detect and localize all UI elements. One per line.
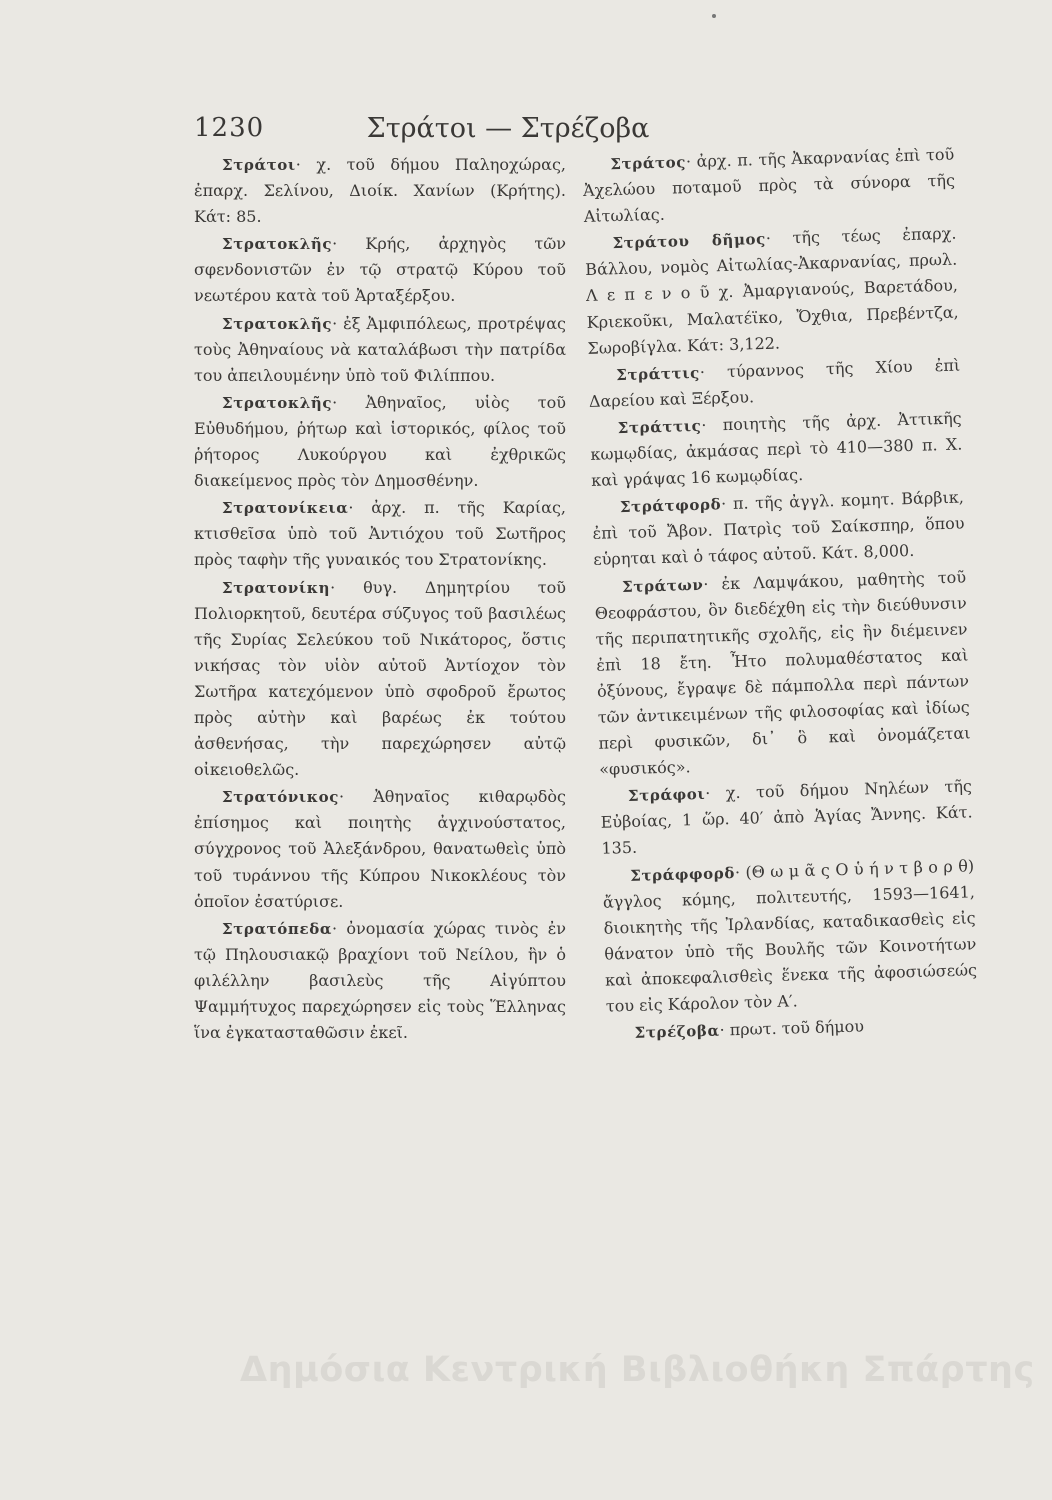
entry: Στράττις· ποιητὴς τῆς ἀρχ. Ἀττικῆς κωμῳδίας, ἀκμάσας περὶ τὸ 410—380 π. Χ. καὶ γράψας 16 κωμῳδίας. <box>590 408 963 490</box>
entry-text: ὀνομασία χώρας τινὸς ἐν τῷ Πηλουσιακῷ βραχίονι τοῦ Νείλου, ἣν ὁ φιλέλλην βασιλεὺς τῆς Αἰγύπτου Ψαμμήτυχος παρεχώρησεν εἰς τοὺς Ἕλληνας ἵνα ἐγκατασταθῶσιν ἐκεῖ. <box>194 918 567 1043</box>
entry: Στράτων· ἐκ Λαμψάκου, μαθητὴς τοῦ Θεοφράστου, ὃν διεδέχθη εἰς τὴν διεύθυνσιν τῆς περιπατητικῆς σχολῆς, εἰς ἣν διέμεινεν ἐπὶ 18 ἔτη. Ἦτο πολυμαθέστατος καὶ ὀξύνους, ἔγραψε δὲ πάμπολλα περὶ πάντων τῶν ἀντικειμένων τῆς φιλοσοφίας καὶ ἰδίως περὶ φυσικῶν, δι᾽ ὃ καὶ ὀνομάζεται «φυσικός». <box>594 566 971 779</box>
entry: Στράτοι· χ. τοῦ δήμου Παληοχώρας, ἐπαρχ. Σελίνου, Διοίκ. Χανίων (Κρήτης). Κάτ: 85. <box>194 155 567 227</box>
entry: Στρατοκλῆς· ἐξ Ἀμφιπόλεως, προτρέψας τοὺς Ἀθηναίους νὰ καταλάβωσι τὴν πατρίδα του ἀπειλουμένην ὑπὸ τοῦ Φιλίππου. <box>194 313 566 385</box>
entry-text: π. τῆς ἀγγλ. κομητ. Βάρβικ, ἐπὶ τοῦ Ἄβον. Πατρὶς τοῦ Σαίκσπηρ, ὅπου εὑρηται καὶ ὁ τάφος αὐτοῦ. Κάτ. 8,000. <box>592 487 965 570</box>
entry-text: χ. τοῦ δήμου Παληοχώρας, ἐπαρχ. Σελίνου, Διοίκ. Χανίων (Κρήτης). Κάτ: 85. <box>194 155 567 227</box>
entry-text: Κρής, ἀρχηγὸς τῶν σφενδονιστῶν ἐν τῷ στρατῷ Κύρου τοῦ νεωτέρου κατὰ τοῦ Ἀρταξέρξου. <box>194 234 567 306</box>
entry-text: ἐκ Λαμψάκου, μαθητὴς τοῦ Θεοφράστου, ὃν διεδέχθη εἰς τὴν διεύθυνσιν τῆς περιπατητικῆς σχολῆς, εἰς ἣν διέμεινεν ἐπὶ 18 ἔτη. Ἦτο πολυμαθέστατος καὶ ὀξύνους, ἔγραψε δὲ πάμπολλα περὶ πάντων τῶν ἀντικειμένων τῆς φιλοσοφίας καὶ ἰδίως περὶ φυσικῶν, δι᾽ ὃ καὶ ὀνομάζεται «φυσικός». <box>594 566 971 779</box>
entry-text: (Θ ω μ ᾶ ς Ο ὑ ή ν τ β ο ρ θ) ἄγγλος κόμης, πολιτευτής, 1593—1641, διοικητὴς τῆς Ἰρλανδίας, καταδικασθεὶς εἰς θάνατον ὑπὸ τῆς Βουλῆς τῶν Κοινοτήτων καὶ ἀποκεφαλισθεὶς ἕνεκα τῆς ἀφοσιώσεώς του εἰς Κάρολον τὸν Α′. <box>602 855 978 1016</box>
left-column <box>194 152 566 1046</box>
entry-lemma: Στράτφορδ <box>619 495 722 517</box>
entry-lemma: Στράτοι <box>222 156 296 174</box>
entry-lemma: Στρατοκλῆς <box>222 314 333 333</box>
entry-text: τύραννος τῆς Χίου ἐπὶ Δαρείου καὶ Ξέρξου. <box>588 355 961 411</box>
entry: Στράτου δῆμος· τῆς τέως ἐπαρχ. Βάλλου, νομὸς Αἰτωλίας-Ἀκαρνανίας, πρωλ. Λ ε π ε ν ο ῦ χ. Ἀμαργιανούς, Βαρετάδου, Κριεκοῦκι, Μαλατέϊκο, Ὄχθια, Πρεβέντζα, Σωροβίγλα. Κάτ: 3,122. <box>585 223 959 358</box>
ink-spot <box>712 14 716 18</box>
library-watermark: Δημόσια Κεντρική Βιβλιοθήκη Σπάρτης <box>240 1350 1035 1390</box>
entry: Στρατόπεδα· ὀνομασία χώρας τινὸς ἐν τῷ Πηλουσιακῷ βραχίονι τοῦ Νείλου, ἣν ὁ φιλέλλην βασιλεὺς τῆς Αἰγύπτου Ψαμμήτυχος παρεχώρησεν εἰς τοὺς Ἕλληνας ἵνα ἐγκατασταθῶσιν ἐκεῖ. <box>194 918 567 1043</box>
entry-text: Ἀθηναῖος κιθαρῳδὸς ἐπίσημος καὶ ποιητὴς ἀγχινούστατος, σύγχρονος τοῦ Ἀλεξάνδρου, θανατωθεὶς ὑπὸ τοῦ τυράννου τῆς Κύπρου Νικοκλέους τὸν ὁποῖον ἐσατύρισε. <box>194 787 566 911</box>
entry-lemma: Στρατόπεδα <box>222 919 332 938</box>
entry: Στράφφορδ· (Θ ω μ ᾶ ς Ο ὑ ή ν τ β ο ρ θ) ἄγγλος κόμης, πολιτευτής, 1593—1641, διοικητὴς τῆς Ἰρλανδίας, καταδικασθεὶς εἰς θάνατον ὑπὸ τῆς Βουλῆς τῶν Κοινοτήτων καὶ ἀποκεφαλισθεὶς ἕνεκα τῆς ἀφοσιώσεώς του εἰς Κάρολον τὸν Α′. <box>602 855 978 1016</box>
entry: Στρατοκλῆς· Ἀθηναῖος, υἱὸς τοῦ Εὐθυδήμου, ῥήτωρ καὶ ἱστορικός, φίλος τοῦ ῥήτορος Λυκούργου καὶ ἐχθρικῶς διακείμενος πρὸς τὸν Δημοσθένην. <box>194 392 566 491</box>
entry-lemma: Στράτος <box>610 153 687 174</box>
entry-text: τῆς τέως ἐπαρχ. Βάλλου, νομὸς Αἰτωλίας-Ἀκαρνανίας, πρωλ. Λ ε π ε ν ο ῦ χ. Ἀμαργιανούς, Βαρετάδου, Κριεκοῦκι, Μαλατέϊκο, Ὄχθια, Πρεβέντζα, Σωροβίγλα. Κάτ: 3,122. <box>585 223 959 358</box>
entry-text: ποιητὴς τῆς ἀρχ. Ἀττικῆς κωμῳδίας, ἀκμάσας περὶ τὸ 410—380 π. Χ. καὶ γράψας 16 κωμῳδίας. <box>590 408 963 490</box>
entry-text: χ. τοῦ δήμου Νηλέων τῆς Εὐβοίας, 1 ὥρ. 40′ ἀπὸ Ἁγίας Ἄννης. Κάτ. 135. <box>600 776 973 859</box>
entry: Στράφοι· χ. τοῦ δήμου Νηλέων τῆς Εὐβοίας, 1 ὥρ. 40′ ἀπὸ Ἁγίας Ἄννης. Κάτ. 135. <box>600 776 973 859</box>
entry-text: πρωτ. τοῦ δήμου <box>729 1016 865 1040</box>
entry: Στρατονίκεια· ἀρχ. π. τῆς Καρίας, κτισθεῖσα ὑπὸ τοῦ Ἀντιόχου τοῦ Σωτῆρος πρὸς ταφὴν τῆς γυναικός του Στρατονίκης. <box>194 498 566 570</box>
entry-lemma: Στρατοκλῆς <box>222 393 333 412</box>
entry: Στρατονίκη· θυγ. Δημητρίου τοῦ Πολιορκητοῦ, δευτέρα σύζυγος τοῦ βασιλέως τῆς Συρίας Σελεύκου τοῦ Νικάτορος, ὅστις νικήσας τὸν υἱὸν αὐτοῦ Ἀντίοχον τὸν Σωτῆρα κατεχόμενον ὑπὸ σφοδροῦ ἔρωτος πρὸς αὐτὴν καὶ βαρέως ἐκ τούτου ἀσθενήσας, τὴν παρεχώρησεν αὐτῷ οἰκειοθελῶς. <box>194 577 567 780</box>
entry-lemma: Στράττις <box>615 363 701 384</box>
entry-lemma: Στρατόνικος <box>222 788 339 807</box>
entry-text: ἀρχ. π. τῆς Καρίας, κτισθεῖσα ὑπὸ τοῦ Ἀντιόχου τοῦ Σωτῆρος πρὸς ταφὴν τῆς γυναικός του Στρατονίκης. <box>194 498 566 570</box>
page-header <box>194 113 822 149</box>
entry-lemma: Στρέζοβα <box>634 1021 720 1042</box>
entry-lemma: Στρατονίκη <box>222 578 331 597</box>
entry-text: θυγ. Δημητρίου τοῦ Πολιορκητοῦ, δευτέρα σύζυγος τοῦ βασιλέως τῆς Συρίας Σελεύκου τοῦ Νικάτορος, ὅστις νικήσας τὸν υἱὸν αὐτοῦ Ἀντίοχον τὸν Σωτῆρα κατεχόμενον ὑπὸ σφοδροῦ ἔρωτος πρὸς αὐτὴν καὶ βαρέως ἐκ τούτου ἀσθενήσας, τὴν παρεχώρησεν αὐτῷ οἰκειοθελῶς. <box>194 577 567 780</box>
entry-lemma: Στράττις <box>617 416 702 438</box>
entry: Στρατόνικος· Ἀθηναῖος κιθαρῳδὸς ἐπίσημος καὶ ποιητὴς ἀγχινούστατος, σύγχρονος τοῦ Ἀλεξάνδρου, θανατωθεὶς ὑπὸ τοῦ τυράννου τῆς Κύπρου Νικοκλέους τὸν ὁποῖον ἐσατύρισε. <box>194 787 566 911</box>
entry-text: ἐξ Ἀμφιπόλεως, προτρέψας τοὺς Ἀθηναίους νὰ καταλάβωσι τὴν πατρίδα του ἀπειλουμένην ὑπὸ τοῦ Φιλίππου. <box>194 313 566 385</box>
entry-lemma: Στράφφορδ <box>629 863 736 885</box>
entry-lemma: Στράφοι <box>627 785 706 806</box>
entry: Στρατοκλῆς· Κρής, ἀρχηγὸς τῶν σφενδονιστῶν ἐν τῷ στρατῷ Κύρου τοῦ νεωτέρου κατὰ τοῦ Ἀρταξέρξου. <box>194 234 567 306</box>
entry: Στράτφορδ· π. τῆς ἀγγλ. κομητ. Βάρβικ, ἐπὶ τοῦ Ἄβον. Πατρὶς τοῦ Σαίκσπηρ, ὅπου εὑρηται καὶ ὁ τάφος αὐτοῦ. Κάτ. 8,000. <box>592 487 965 570</box>
entry-text: ἀρχ. π. τῆς Ἀκαρνανίας ἐπὶ τοῦ Ἀχελώου ποταμοῦ πρὸς τὰ σύνορα τῆς Αἰτωλίας. <box>582 144 956 227</box>
entry: Στρέζοβα· πρωτ. τοῦ δήμου <box>634 1016 865 1042</box>
entry-lemma: Στρατοκλῆς <box>222 235 333 254</box>
entry-lemma: Στρατονίκεια <box>222 499 349 518</box>
entry: Στράττις· τύραννος τῆς Χίου ἐπὶ Δαρείου καὶ Ξέρξου. <box>588 355 961 411</box>
page-number: 1230 <box>194 113 265 143</box>
entry: Στράτος· ἀρχ. π. τῆς Ἀκαρνανίας ἐπὶ τοῦ Ἀχελώου ποταμοῦ πρὸς τὰ σύνορα τῆς Αἰτωλίας. <box>582 144 956 227</box>
right-column <box>582 142 979 1047</box>
entry-lemma: Στράτων <box>621 575 704 596</box>
entry-lemma: Στράτου δῆμος <box>612 230 767 253</box>
entry-text: Ἀθηναῖος, υἱὸς τοῦ Εὐθυδήμου, ῥήτωρ καὶ ἱστορικός, φίλος τοῦ ῥήτορος Λυκούργου καὶ ἐχθρικῶς διακείμενος πρὸς τὸν Δημοσθένην. <box>194 392 566 491</box>
running-head: Στράτοι — Στρέζοβα <box>366 113 650 144</box>
